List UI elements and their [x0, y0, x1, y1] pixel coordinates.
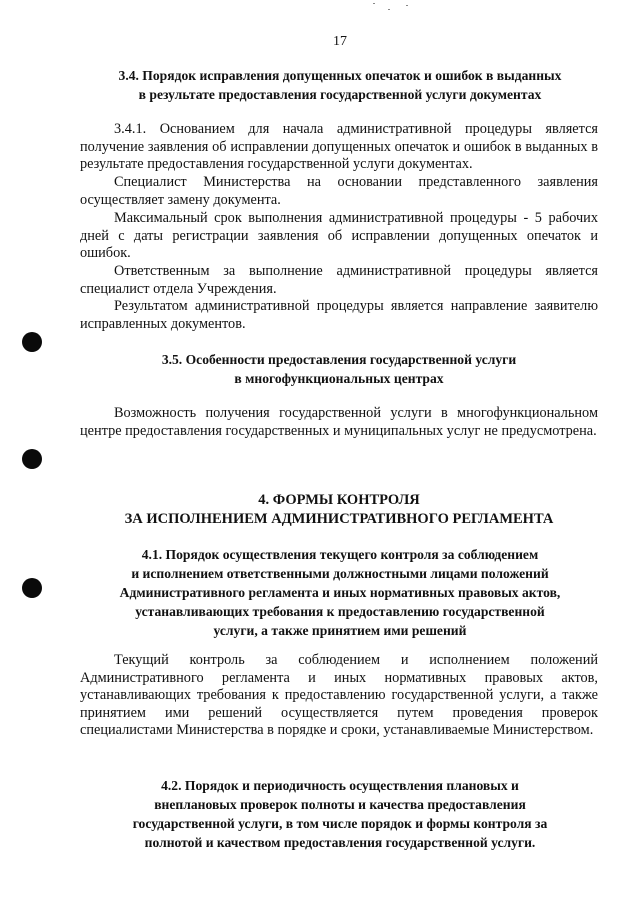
scan-speck — [388, 9, 390, 10]
punch-hole-mark — [22, 449, 42, 469]
section-3-4-paragraph-4: Ответственным за выполнение административной процедуры является специалист отдела Учреждения. — [80, 263, 598, 297]
heading-line: и исполнением ответственными должностными лицами положений — [131, 566, 549, 581]
heading-line: 3.4. Порядок исправления допущенных опечаток и ошибок в выданных — [118, 68, 562, 83]
section-3-4-paragraph-1: 3.4.1. Основанием для начала административной процедуры является получение заявления об исправлении допущенных опечаток и ошибок в выданных в результате предоставления государственной услуги документах. — [80, 121, 598, 173]
scan-speck — [406, 5, 408, 6]
heading-line: 4. ФОРМЫ КОНТРОЛЯ — [258, 492, 420, 508]
heading-line: 3.5. Особенности предоставления государственной услуги — [161, 352, 517, 367]
punch-hole-mark — [22, 578, 42, 598]
heading-line: Административного регламента и иных нормативных правовых актов, — [119, 585, 561, 600]
heading-line: устанавливающих требования к предоставлению государственной — [135, 604, 545, 619]
heading-line: ЗА ИСПОЛНЕНИЕМ АДМИНИСТРАТИВНОГО РЕГЛАМЕНТА — [124, 511, 554, 527]
section-3-4-paragraph-5: Результатом административной процедуры является направление заявителю исправленных документов. — [80, 298, 598, 332]
section-4-1-paragraph-1: Текущий контроль за соблюдением и исполнением положений Административного регламента и иных нормативных правовых актов, устанавливающих требования к предоставлению государственной услуги, а также принятием ими решений осуществляется путем проведения проверок специалистами Министерства в порядке и сроки, устанавливаемые Министерством. — [80, 652, 598, 739]
section-4-2-heading — [70, 776, 610, 852]
section-4-heading — [80, 491, 598, 529]
heading-line: государственной услуги, в том числе порядок и формы контроля за — [132, 816, 548, 831]
page-number: 17 — [333, 34, 347, 49]
heading-line: 4.2. Порядок и периодичность осуществления плановых и — [161, 778, 519, 793]
section-3-5-heading — [80, 350, 598, 388]
heading-line: внеплановых проверок полноты и качества предоставления — [154, 797, 526, 812]
heading-line: 4.1. Порядок осуществления текущего контроля за соблюдением — [141, 547, 539, 562]
punch-hole-mark — [22, 332, 42, 352]
heading-line: в результате предоставления государственной услуги документах — [138, 87, 542, 102]
section-4-1-heading — [70, 545, 610, 640]
heading-line: услуги, а также принятием ими решений — [213, 623, 467, 638]
section-3-5-paragraph-1: Возможность получения государственной услуги в многофункциональном центре предоставления государственных и муниципальных услуг не предусмотрена. — [80, 405, 598, 439]
heading-line: полнотой и качеством предоставления государственной услуги. — [144, 835, 536, 850]
section-3-4-heading — [70, 66, 610, 104]
section-3-4-paragraph-3: Максимальный срок выполнения административной процедуры - 5 рабочих дней с даты регистрации заявления об исправлении допущенных опечаток и ошибок. — [80, 210, 598, 262]
section-3-4-paragraph-2: Специалист Министерства на основании представленного заявления осуществляет замену документа. — [80, 174, 598, 208]
scan-speck — [373, 3, 375, 4]
heading-line: в многофункциональных центрах — [234, 371, 444, 386]
